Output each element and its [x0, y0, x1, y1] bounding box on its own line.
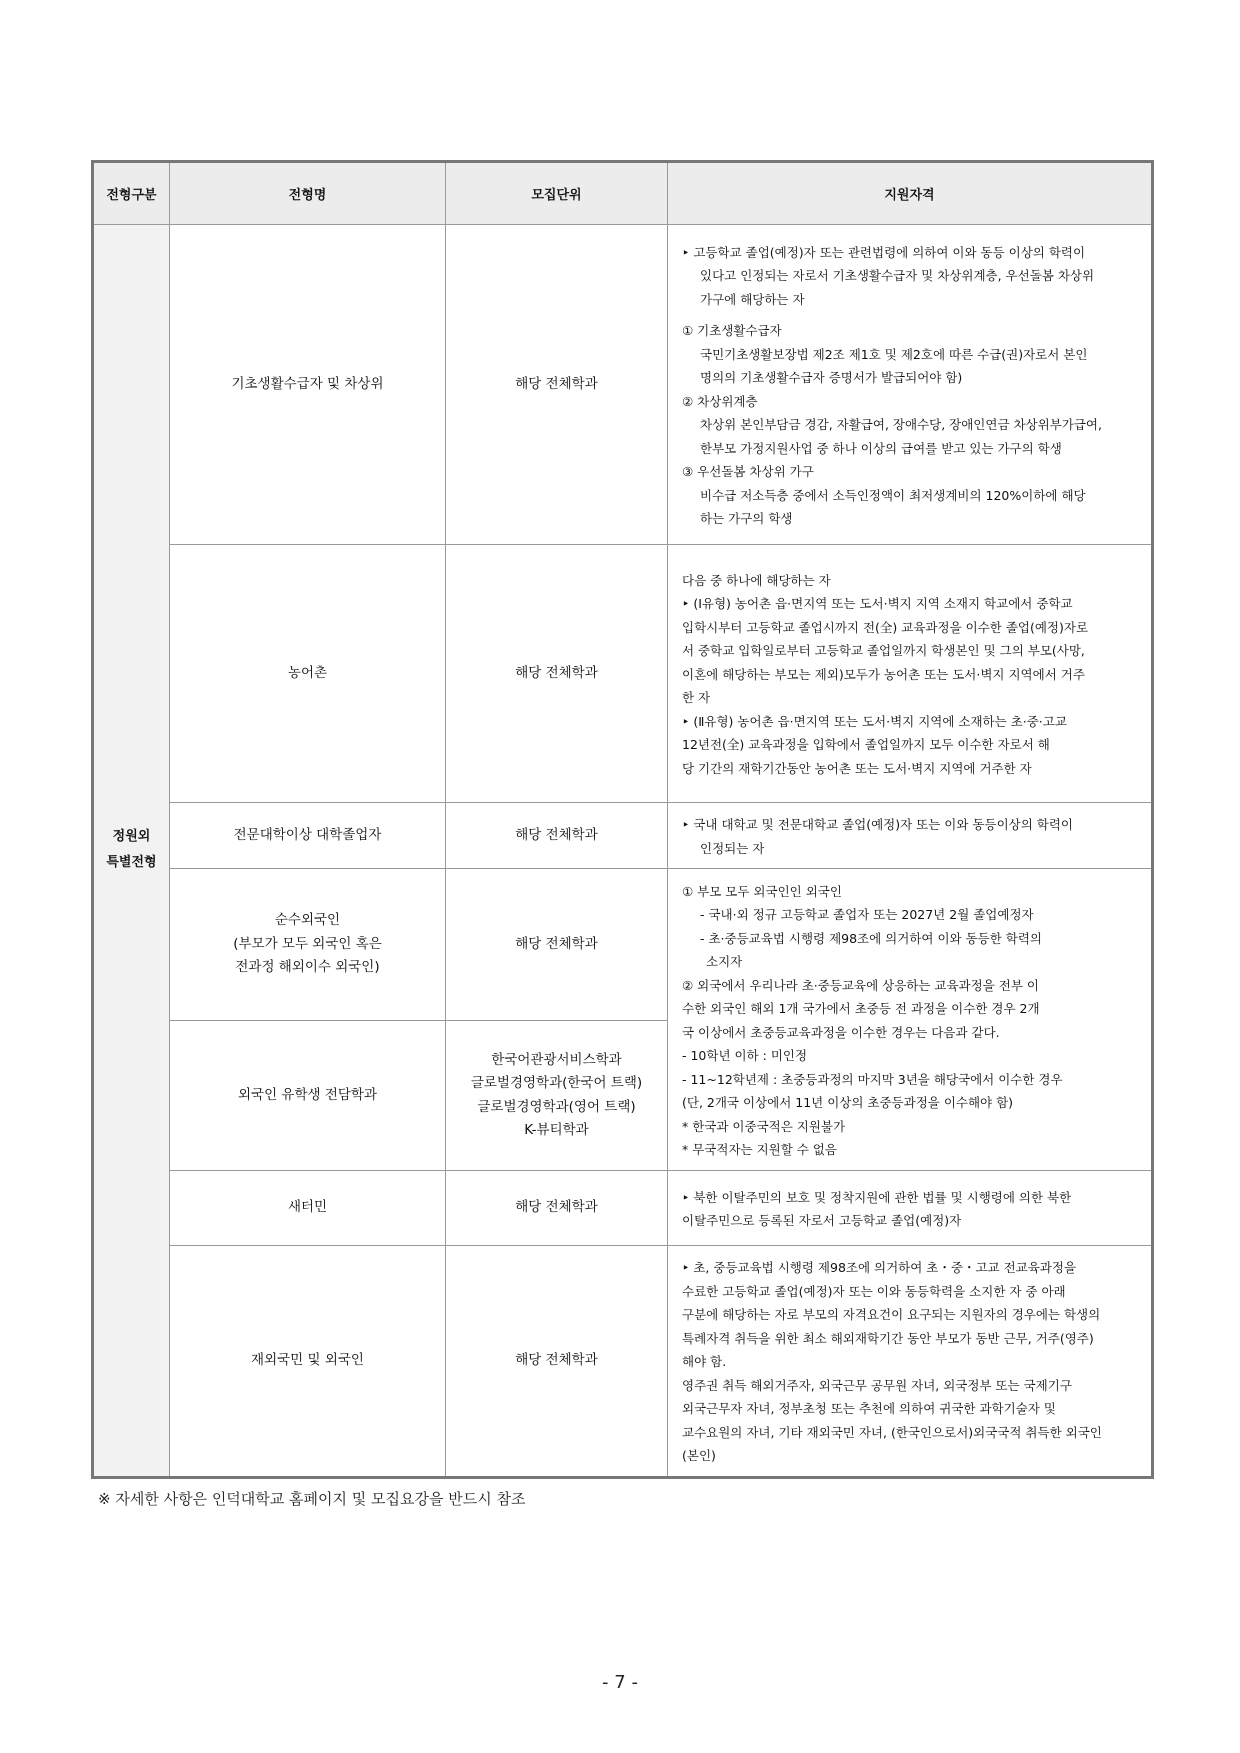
unit-line: 글로벌경영학과(한국어 트랙) [470, 1075, 643, 1091]
header-name: 전형명 [170, 162, 446, 225]
header-category: 전형구분 [93, 162, 170, 225]
qual-line: 외국근무자 자녀, 정부초청 또는 추천에 의하여 귀국한 과학기술자 및 [682, 1401, 1056, 1416]
table-row [93, 803, 1153, 869]
qual-line: 비수급 저소득층 중에서 소득인정액이 최저생계비의 120%이하에 해당 [700, 487, 1086, 503]
qual-line: ‣ (Ⅱ유형) 농어촌 읍·면지역 또는 도서·벽지 지역에 소재하는 초·중·고교 [682, 713, 1067, 729]
recruit-unit [446, 1021, 668, 1171]
table-header-row [93, 162, 1153, 225]
recruit-unit: 해당 전체학과 [446, 1171, 668, 1246]
qual-line: ‣ 고등학교 졸업(예정)자 또는 관련법령에 의하여 이와 동등 이상의 학력이 [682, 244, 1086, 260]
table-row [93, 225, 1153, 545]
qual-line: 한 자 [682, 690, 711, 706]
unit-line: K-뷰티학과 [524, 1122, 589, 1138]
unit-line: 한국어관광서비스학과 [491, 1051, 622, 1068]
qual-line: ‣ (Ⅰ유형) 농어촌 읍·면지역 또는 도서·벽지 지역 소재지 학교에서 중학교 [682, 596, 1073, 612]
qual-line: 해야 함. [682, 1354, 727, 1369]
recruit-unit: 해당 전체학과 [446, 803, 668, 869]
qual-line: 수한 외국인 해외 1개 국가에서 초중등 전 과정을 이수한 경우 2개 [682, 1001, 1040, 1016]
qual-line: (단, 2개국 이상에서 11년 이상의 초중등과정을 이수해야 함) [682, 1095, 1014, 1110]
qual-line: 명의의 기초생활수급자 증명서가 발급되어야 함) [700, 370, 963, 385]
qual-line: 서 중학교 입학일로부터 고등학교 졸업일까지 학생본인 및 그의 부모(사망, [682, 643, 1085, 659]
admission-name: 새터민 [170, 1171, 446, 1246]
page-number: - 7 - [602, 1672, 638, 1693]
admission-name: 전문대학이상 대학졸업자 [170, 803, 446, 869]
qual-line: 12년전(全) 교육과정을 입학에서 졸업일까지 모두 이수한 자로서 해 [682, 737, 1050, 753]
qualification-cell [668, 803, 1153, 869]
recruit-unit: 해당 전체학과 [446, 225, 668, 545]
qual-line: 하는 가구의 학생 [700, 511, 793, 526]
qual-line: 소지자 [706, 954, 743, 969]
qualification-cell [668, 869, 1153, 1171]
qual-line: ① 기초생활수급자 [682, 323, 782, 338]
header-unit: 모집단위 [446, 162, 668, 225]
table-row [93, 1171, 1153, 1246]
qual-line: 있다고 인정되는 자로서 기초생활수급자 및 차상위계층, 우선돌봄 차상위 [700, 268, 1095, 283]
qual-line: 국민기초생활보장법 제2조 제1호 및 제2호에 따른 수급(권)자로서 본인 [700, 346, 1088, 362]
qualification-cell [668, 1171, 1153, 1246]
name-line: 전과정 해외이수 외국인) [235, 959, 380, 976]
admission-name: 재외국민 및 외국인 [170, 1246, 446, 1478]
qual-line: 인정되는 자 [700, 840, 765, 856]
recruit-unit: 해당 전체학과 [446, 1246, 668, 1478]
qual-line: 다음 중 하나에 해당하는 자 [682, 572, 831, 588]
category-cell [93, 225, 170, 1478]
qual-line: - 11~12학년제 : 초중등과정의 마지막 3년을 해당국에서 이수한 경우 [682, 1071, 1063, 1087]
admission-name: 외국인 유학생 전담학과 [170, 1021, 446, 1171]
category-line: 특별전형 [106, 855, 157, 871]
admission-name [170, 869, 446, 1021]
table-row [93, 545, 1153, 803]
qual-line: 교수요원의 자녀, 기타 재외국민 자녀, (한국인으로서)외국국적 취득한 외국인 [682, 1424, 1102, 1440]
unit-line: 글로벌경영학과(영어 트랙) [477, 1098, 636, 1115]
qual-line: ② 차상위계층 [682, 393, 758, 409]
qual-line: - 10학년 이하 : 미인정 [682, 1048, 808, 1063]
qual-line: ① 부모 모두 외국인인 외국인 [682, 883, 842, 899]
qual-line: 영주권 취득 해외거주자, 외국근무 공무원 자녀, 외국정부 또는 국제기구 [682, 1377, 1072, 1393]
qual-line: 수료한 고등학교 졸업(예정)자 또는 이와 동등학력을 소지한 자 중 아래 [682, 1283, 1066, 1299]
admission-name: 기초생활수급자 및 차상위 [170, 225, 446, 545]
name-line: 순수외국인 [274, 912, 341, 929]
table-row [93, 1246, 1153, 1478]
header-qualification: 지원자격 [668, 162, 1153, 225]
table-row [93, 869, 1153, 1021]
qual-line: 이탈주민으로 등록된 자로서 고등학교 졸업(예정)자 [682, 1213, 962, 1228]
qual-line: * 한국과 이중국적은 지원불가 [682, 1118, 846, 1134]
qual-line: ‣ 국내 대학교 및 전문대학교 졸업(예정)자 또는 이와 동등이상의 학력이 [682, 817, 1073, 832]
qual-line: ‣ 북한 이탈주민의 보호 및 정착지원에 관한 법률 및 시행령에 의한 북한 [682, 1189, 1072, 1205]
admission-name: 농어촌 [170, 545, 446, 803]
qual-line: 가구에 해당하는 자 [700, 291, 805, 307]
category-line: 정원외 [112, 829, 151, 845]
qual-line: 차상위 본인부담금 경감, 자활급여, 장애수당, 장애인연금 차상위부가급여, [700, 417, 1102, 432]
reference-note: ※ 자세한 사항은 인덕대학교 홈페이지 및 모집요강을 반드시 참조 [98, 1490, 526, 1508]
qual-line: - 초·중등교육법 시행령 제98조에 의거하여 이와 동등한 학력의 [700, 930, 1043, 946]
recruit-unit: 해당 전체학과 [446, 869, 668, 1021]
qualification-cell [668, 225, 1153, 545]
qual-line: ‣ 초, 중등교육법 시행령 제98조에 의거하여 초・중・고교 전교육과정을 [682, 1260, 1077, 1275]
qualification-cell [668, 1246, 1153, 1478]
qual-line: - 국내·외 정규 고등학교 졸업자 또는 2027년 2월 졸업예정자 [700, 907, 1034, 922]
qual-line: ③ 우선돌봄 차상위 가구 [682, 464, 814, 479]
qual-line: 국 이상에서 초중등교육과정을 이수한 경우는 다음과 같다. [682, 1024, 1000, 1040]
qual-line: * 무국적자는 지원할 수 없음 [682, 1142, 837, 1157]
qual-line: (본인) [682, 1448, 716, 1463]
recruit-unit: 해당 전체학과 [446, 545, 668, 803]
qual-line: 당 기간의 재학기간동안 농어촌 또는 도서·벽지 지역에 거주한 자 [682, 760, 1032, 776]
qual-line: ② 외국에서 우리나라 초·중등교육에 상응하는 교육과정을 전부 이 [682, 977, 1039, 993]
qual-line: 구분에 해당하는 자로 부모의 자격요건이 요구되는 지원자의 경우에는 학생의 [682, 1307, 1101, 1322]
admission-table [91, 160, 1154, 1479]
qual-line: 이혼에 해당하는 부모는 제외)모두가 농어촌 또는 도서·벽지 지역에서 거주 [682, 666, 1085, 682]
qual-line: 한부모 가정지원사업 중 하나 이상의 급여를 받고 있는 가구의 학생 [700, 440, 1062, 456]
qual-line: 입학시부터 고등학교 졸업시까지 전(全) 교육과정을 이수한 졸업(예정)자로 [682, 619, 1089, 635]
qualification-cell [668, 545, 1153, 803]
qual-line: 특례자격 취득을 위한 최소 해외재학기간 동안 부모가 동반 근무, 거주(영주) [682, 1330, 1094, 1346]
name-line: (부모가 모두 외국인 혹은 [233, 935, 382, 952]
